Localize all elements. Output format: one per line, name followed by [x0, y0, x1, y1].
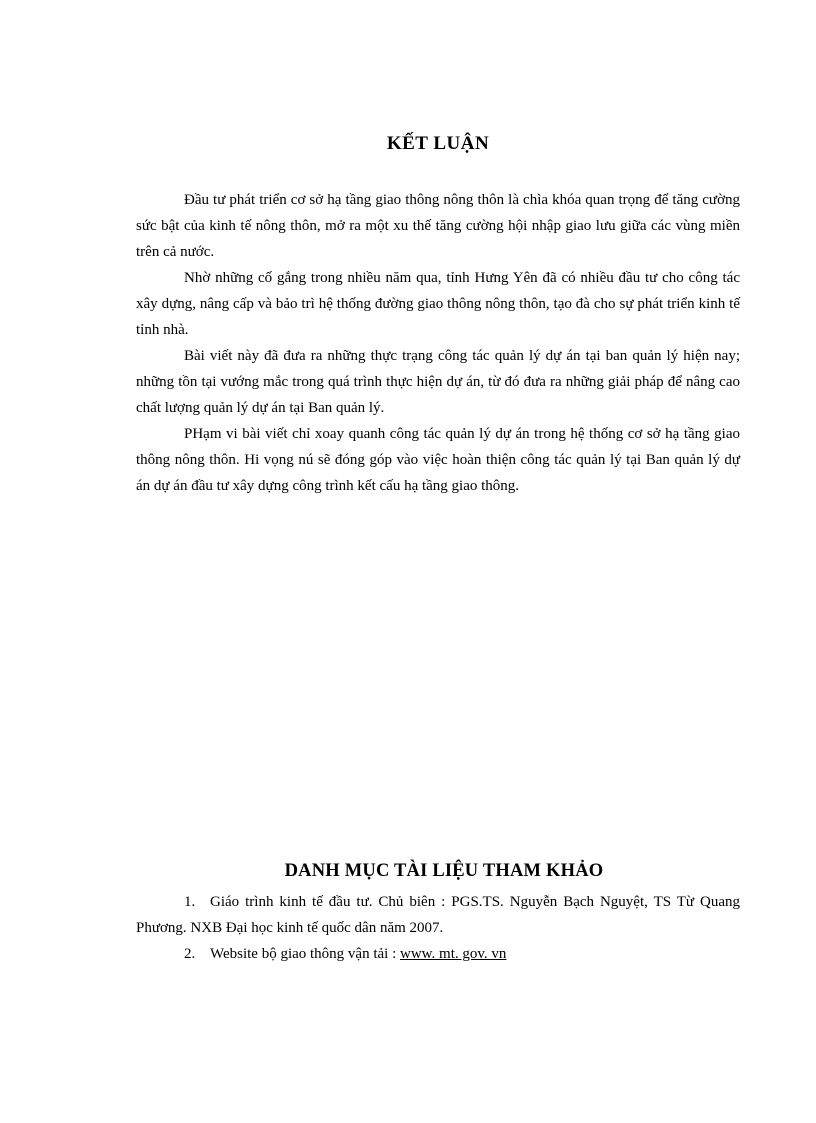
references-list: [136, 889, 740, 967]
conclusion-body: [136, 187, 740, 499]
reference-item: [136, 889, 740, 941]
conclusion-paragraph: Bài viết này đã đưa ra những thực trạng công tác quản lý dự án tại ban quản lý hiện nay; những tồn tại vướng mắc trong quá trình thực hiện dự án, từ đó đưa ra những giải pháp để nâng cao chất lượng quản lý dự án tại Ban quản lý.: [136, 348, 740, 416]
reference-item: [136, 941, 740, 967]
conclusion-heading: KẾT LUẬN: [386, 133, 490, 154]
website-link[interactable]: www. mt. gov. vn: [400, 946, 507, 962]
reference-number: 2.: [184, 946, 196, 962]
reference-number: 1.: [184, 894, 196, 910]
conclusion-paragraph: Đầu tư phát triển cơ sở hạ tầng giao thông nông thôn là chìa khóa quan trọng để tăng cường sức bật của kinh tế nông thôn, mở ra một xu thế tăng cường hội nhập giao lưu giữa các vùng miền trên cả nước.: [136, 192, 740, 260]
conclusion-paragraph: PHạm vi bài viết chỉ xoay quanh công tác quản lý dự án trong hệ thống cơ sở hạ tầng giao thông nông thôn. Hi vọng nú sẽ đóng góp vào việc hoàn thiện công tác quản lý tại Ban quản lý dự án dự án đầu tư xây dựng công trình kết cấu hạ tầng giao thông.: [136, 426, 740, 494]
conclusion-paragraph: Nhờ những cố gắng trong nhiều năm qua, tỉnh Hưng Yên đã có nhiều đầu tư cho công tác xây dựng, nâng cấp và bảo trì hệ thống đường giao thông nông thôn, tạo đà cho sự phát triển kinh tế tỉnh nhà.: [136, 270, 740, 338]
reference-text: Website bộ giao thông vận tải :: [210, 946, 401, 962]
reference-text: Giáo trình kinh tế đầu tư. Chủ biên : PGS.TS. Nguyễn Bạch Nguyệt, TS Từ Quang Phương. NXB Đại học kinh tế quốc dân năm 2007.: [136, 894, 740, 936]
references-heading: DANH MỤC TÀI LIỆU THAM KHẢO: [284, 861, 604, 881]
